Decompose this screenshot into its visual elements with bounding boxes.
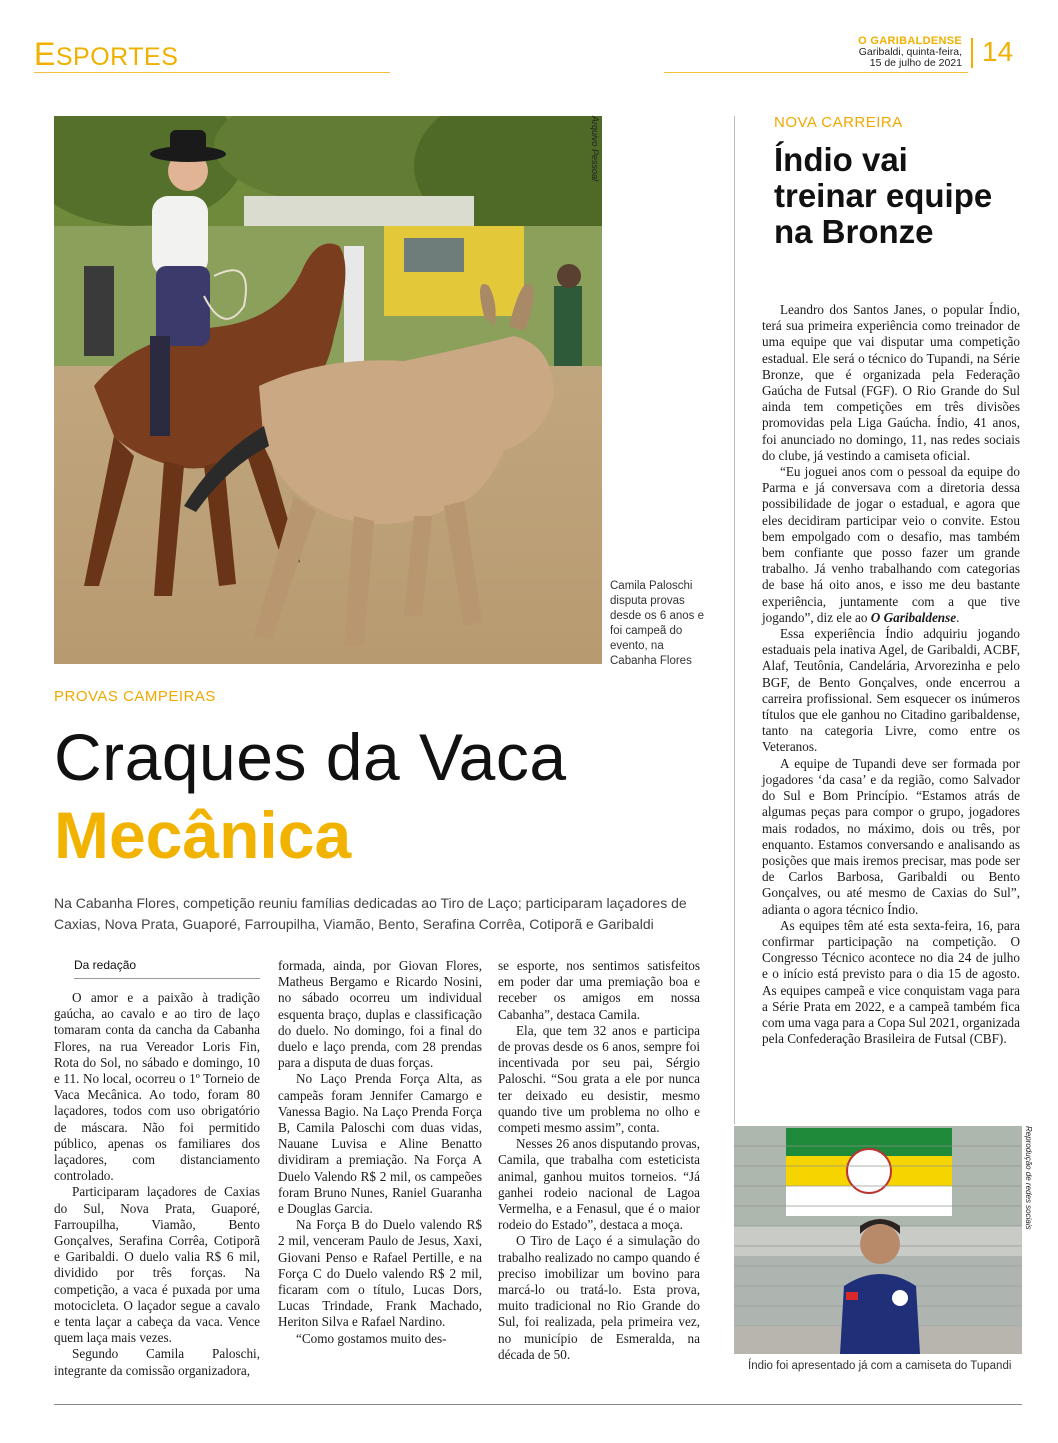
paragraph: se esporte, nos sentimos satisfeitos em poder dar uma premiação boa e receber os amigos em nossa Cabanha”, destaca Camila. xyxy=(498,958,700,1022)
paragraph: A equipe de Tupandi deve ser formada por jogadores ‘da casa’ e da região, como Salvador do Sul e Bom Princípio. “Estamos atrás de algumas peças para compor o grupo, jogadores mais rodados, no máximo, dois ou três, por enquanto. Estamos conversando e analisando as posições que mais iremos precisar, mas pode ser de Carlos Barbosa, Garibaldi ou Bento Gonçalves, ou até mesmo de Caxias do Sul”, adianta o agora técnico Índio. xyxy=(762,755,1020,917)
paragraph: As equipes têm até esta sexta-feira, 16, para confirmar participação na competição. O Congresso Técnico acontece no dia 24 de julho e o início está previsto para o dia 15 de agosto. As equipes campeã e vice conquistam vaga para a Série Prata em 2022, e a campeã também fica com uma vaga para a Copa Sul 2021, organizada pela Confederação Brasileira de Futsal (CBF). xyxy=(762,917,1020,1047)
section-title xyxy=(34,36,178,73)
main-photo-caption: Camila Paloschi disputa provas desde os 6 anos e foi campeã do evento, na Cabanha Flores xyxy=(610,580,704,667)
article-column-2 xyxy=(278,958,482,1347)
paragraph: “Como gostamos muito des- xyxy=(296,1330,447,1346)
paragraph-end: . xyxy=(956,609,960,625)
page-number: 14 xyxy=(982,36,1014,67)
section-title-rest: SPORTES xyxy=(55,43,179,71)
side-photo-credit: Reprodução de redes sociais xyxy=(1024,1126,1033,1230)
paragraph: Essa experiência Índio adquiriu jogando estaduais pela inativa Agel, de Garibaldi, ACBF, Alaf, Teutônia, Candelária, Arvorezinha e pelo BGF, de Bento Gonçalves, onde encerrou a carreira profissional. Sem esquecer os inúmeros títulos que ele ganhou no Citadino garibaldense, tanto na categoria Livre, como entre os Veteranos. xyxy=(762,626,1020,755)
paragraph: formada, ainda, por Giovan Flores, Matheus Bergamo e Ricardo Nosini, no sábado ocorreu um individual esquenta braço, duplas e classificação do duelo. No domingo, foi a final do duelo e laço prenda, com 28 prendas para a disputa de duas forças. xyxy=(278,958,482,1071)
article-column-3 xyxy=(498,958,700,1363)
byline: Da redação xyxy=(74,958,137,972)
paper-reference: O Garibaldense xyxy=(870,609,957,625)
paragraph: No Laço Prenda Força Alta, as campeãs foram Jennifer Camargo e Vanessa Bagio. Na Laço Prenda Força B, Camila Paloschi com duas vidas, Nauane Luvisa e Aline Benatto dividiram a premiação. Na Força A Duelo Valendo R$ 2 mil, os campeões foram Bruno Nunes, Raniel Guaranha e Douglas Garcia. xyxy=(278,1071,482,1217)
paragraph: Leandro dos Santos Janes, o popular Índio, terá sua primeira experiência como treinador de uma equipe que vai disputar uma competição estadual. Ele será o técnico do Tupandi, na Série Bronze, que é organizada pela Federação Gaúcha de Futsal (FGF). O Rio Grande do Sul ainda tem competições em três divisões promovidas pela Liga Gaúcha. Índio, 41 anos, foi anunciado no domingo, 11, nas redes sociais do clube, já vestindo a camiseta oficial. xyxy=(762,302,1020,463)
side-photo-coach xyxy=(734,1126,1022,1354)
section-title-initial: E xyxy=(34,36,56,72)
side-kicker: NOVA CARREIRA xyxy=(774,114,903,131)
paragraph: O amor e a paixão à tradição gaúcha, ao cavalo e ao tiro de laço tomaram conta da cancha da Cabanha Flores, na rua Vereador Loris Fin, Rota do Sol, no sábado e domingo, 10 e 11. No local, ocorreu o 1º Torneio de Vaca Mecânica. Ao todo, foram 80 laçadores, todos com uso obrigatório de máscara. Não foi permitido público, apenas os familiares dos laçadores, com distanciamento controlado. xyxy=(54,990,260,1184)
column-divider xyxy=(734,116,735,1124)
paragraph: O Tiro de Laço é a simulação do trabalho realizado no campo quando é preciso imobilizar um bovino para marcá-lo ou tratá-lo. Esta prova, muito tradicional no Rio Grande do Sul, foi realizada, pela primeira vez, no município de Esmeralda, na década de 50. xyxy=(498,1233,700,1362)
side-headline: Índio vai treinar equipe na Bronze xyxy=(774,141,993,250)
paragraph: Nesses 26 anos disputando provas, Camila, que trabalha com esteticista animal, ganhou muitos torneios. “Já ganhei rodeio nacional de Lagoa Vermelha, e a Fenasul, que é o maior rodeio do Estado”, destaca a moça. xyxy=(498,1136,700,1233)
main-photo-rodeo xyxy=(54,116,602,664)
side-article-body xyxy=(762,302,1020,1047)
paragraph: Ela, que tem 32 anos e participa de provas desde os 6 anos, sempre foi incentivada por seu pai, Sérgio Paloschi. “Sou grata a ele por nunca ter deixado eu desistir, mesmo quando tive um problema no olho e competi mesmo assim”, conta. xyxy=(498,1022,700,1136)
paragraph: Na Força B do Duelo valendo R$ 2 mil, venceram Paulo de Jesus, Xaxi, Giovani Penso e Rafael Pertille, e na Força C do Duelo valendo R$ 2 mil, ficaram com o título, Lucas Dors, Lucas Trindade, Frank Machado, Heriton Silva e Rafael Nardino. xyxy=(278,1217,482,1330)
date-line: 15 de julho de 2021 xyxy=(869,57,962,69)
main-headline-line2: Mecânica xyxy=(54,798,352,872)
side-photo-caption: Índio foi apresentado já com a camiseta do Tupandi xyxy=(748,1360,1012,1372)
paragraph-text: “Eu joguei anos com o pessoal da equipe do Parma e já conversava com a diretoria dessa possibilidade de jogar o estadual, e agora que eles decidiram participar veio o convite. Estou bem empolgado com o desafio, mas também bem confiante que posso fazer um grande trabalho. Já venho trabalhando com categorias de base há oito anos, e isso me deu bastante experiência, juntamente com a que tive jogando”, diz ele ao xyxy=(762,464,1020,625)
header-rule-left xyxy=(34,72,390,73)
main-photo-credit: Arquivo Pessoal xyxy=(590,116,600,182)
paper-name: O GARIBALDENSE xyxy=(858,35,962,47)
paragraph: Segundo Camila Paloschi, integrante da comissão organizadora, xyxy=(54,1346,260,1378)
paragraph xyxy=(762,464,1020,626)
article-column-1 xyxy=(54,990,260,1379)
masthead xyxy=(858,36,962,69)
city-line: Garibaldi, quinta-feira, xyxy=(858,46,962,58)
main-kicker: PROVAS CAMPEIRAS xyxy=(54,688,216,705)
main-headline-line1: Craques da Vaca xyxy=(54,720,567,794)
paragraph: Participaram laçadores de Caxias do Sul, Nova Prata, Guaporé, Farroupilha, Viamão, Bento Gonçalves, Serafina Corrêa, Cotiporã e Garibaldi. O duelo valia R$ 6 mil, dividido por três forças. Na competição, a vaca é puxada por uma motocicleta. O laçador segue a cavalo e tenta laçar a cabeça da vaca. Vence quem laça mais vezes. xyxy=(54,1184,260,1346)
header-rule-right xyxy=(664,72,968,73)
main-subhead: Na Cabanha Flores, competição reuniu famílias dedicadas ao Tiro de Laço; participaram laçadores de Caxias, Nova Prata, Guaporé, Farroupilha, Viamão, Bento, Serafina Corrêa, Cotiporã e Garibaldi xyxy=(54,895,687,932)
bottom-rule xyxy=(54,1404,1022,1405)
byline-rule xyxy=(74,978,260,979)
page-separator xyxy=(971,38,973,68)
